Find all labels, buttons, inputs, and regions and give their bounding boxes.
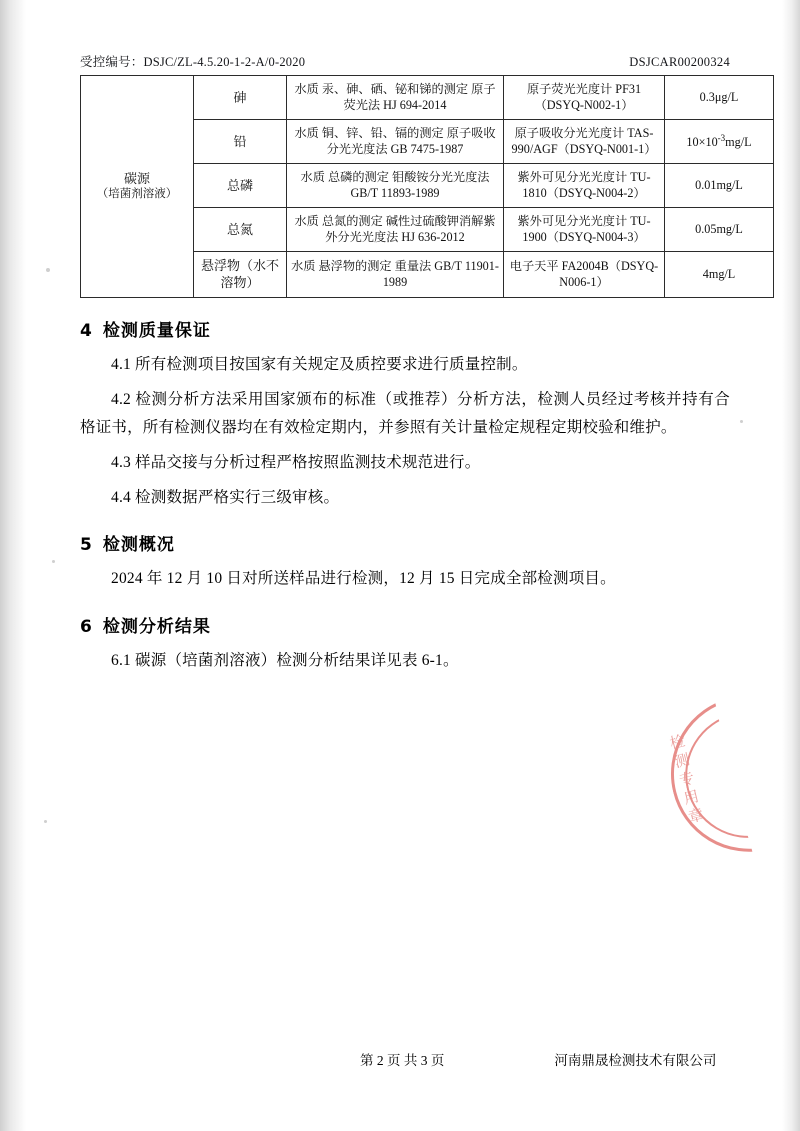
control-number: 受控编号：DSJC/ZL-4.5.20-1-2-A/0-2020 bbox=[80, 55, 306, 69]
scan-speck bbox=[46, 268, 50, 272]
method-cell: 水质 总磷的测定 钼酸铵分光光度法 GB/T 11893-1989 bbox=[287, 163, 504, 207]
method-cell: 水质 汞、砷、硒、铋和锑的测定 原子荧光法 HJ 694-2014 bbox=[287, 76, 504, 120]
seal-outer-arc bbox=[654, 679, 800, 868]
item-cell: 悬浮物（水不溶物） bbox=[194, 251, 287, 297]
section-heading-4 bbox=[80, 316, 730, 341]
limit-cell: $10\times 10^{-3}mg/L$ bbox=[665, 119, 774, 163]
category-sub: （培菌剂溶液） bbox=[96, 188, 178, 201]
section-number: 6 bbox=[80, 616, 93, 637]
section-title: 检测分析结果 bbox=[102, 616, 211, 637]
method-cell: 水质 铜、锌、铅、镉的测定 原子吸收分光光度法 GB 7475-1987 bbox=[287, 119, 504, 163]
seal-inner-arc bbox=[672, 699, 800, 852]
section-number: 4 bbox=[80, 320, 93, 341]
item-cell: 总氮 bbox=[194, 207, 287, 251]
section-heading-5 bbox=[80, 530, 730, 555]
paragraph-4-1: 4.1 所有检测项目按国家有关规定及质控要求进行质量控制。 bbox=[111, 355, 528, 373]
paragraph-4-2: 4.2 检测分析方法采用国家颁布的标准（或推荐）分析方法，检测人员经过考核并持有合格证书，所有检测仪器均在有效检定期内，并参照有关计量检定规程定期校验和维护。 bbox=[80, 390, 730, 437]
instrument-cell: 原子荧光光度计 PF31（DSYQ-N002-1） bbox=[504, 76, 665, 120]
scan-speck bbox=[44, 820, 47, 823]
paragraph-6-1: 6.1 碳源（培菌剂溶液）检测分析结果详见表 6-1。 bbox=[111, 651, 459, 669]
section-heading-6 bbox=[80, 612, 730, 637]
item-cell: 砷 bbox=[194, 76, 287, 120]
item-cell: 铅 bbox=[194, 119, 287, 163]
report-number: DSJCAR00200324 bbox=[629, 55, 730, 69]
official-seal-stamp bbox=[654, 688, 800, 872]
limit-cell: 0.01mg/L bbox=[665, 163, 774, 207]
scan-speck bbox=[740, 420, 743, 423]
instrument-cell: 电子天平 FA2004B（DSYQ-N006-1） bbox=[504, 251, 665, 297]
scan-speck bbox=[52, 560, 55, 563]
page-number: 第 2 页 共 3 页 bbox=[360, 1053, 445, 1068]
limit-cell: 0.05mg/L bbox=[665, 207, 774, 251]
document-header bbox=[80, 52, 730, 70]
seal-text: 检测专用章 bbox=[666, 732, 707, 829]
page-footer bbox=[80, 1049, 730, 1069]
table-row bbox=[81, 76, 774, 120]
limit-cell: 4mg/L bbox=[665, 251, 774, 297]
limit-cell: 0.3μg/L bbox=[665, 76, 774, 120]
instrument-cell: 原子吸收分光光度计 TAS-990/AGF（DSYQ-N001-1） bbox=[504, 119, 665, 163]
section-title: 检测概况 bbox=[102, 535, 175, 556]
section-number: 5 bbox=[80, 535, 93, 556]
paragraph-5-1: 2024 年 12 月 10 日对所送样品进行检测，12 月 15 日完成全部检测项目。 bbox=[111, 570, 616, 588]
instrument-cell: 紫外可见分光光度计 TU-1900（DSYQ-N004-3） bbox=[504, 207, 665, 251]
method-cell: 水质 悬浮物的测定 重量法 GB/T 11901-1989 bbox=[287, 251, 504, 297]
section-title: 检测质量保证 bbox=[102, 320, 211, 341]
item-cell: 总磷 bbox=[194, 163, 287, 207]
method-cell: 水质 总氮的测定 碱性过硫酸钾消解紫外分光光度法 HJ 636-2012 bbox=[287, 207, 504, 251]
category-cell bbox=[81, 76, 194, 298]
company-name: 河南鼎晟检测技术有限公司 bbox=[554, 1053, 717, 1068]
paragraph-4-3: 4.3 样品交接与分析过程严格按照监测技术规范进行。 bbox=[111, 453, 481, 471]
category-name: 碳源 bbox=[123, 170, 150, 186]
paragraph-4-4: 4.4 检测数据严格实行三级审核。 bbox=[111, 488, 340, 506]
detection-method-table bbox=[80, 75, 774, 298]
page-content bbox=[80, 52, 752, 682]
instrument-cell: 紫外可见分光光度计 TU-1810（DSYQ-N004-2） bbox=[504, 163, 665, 207]
